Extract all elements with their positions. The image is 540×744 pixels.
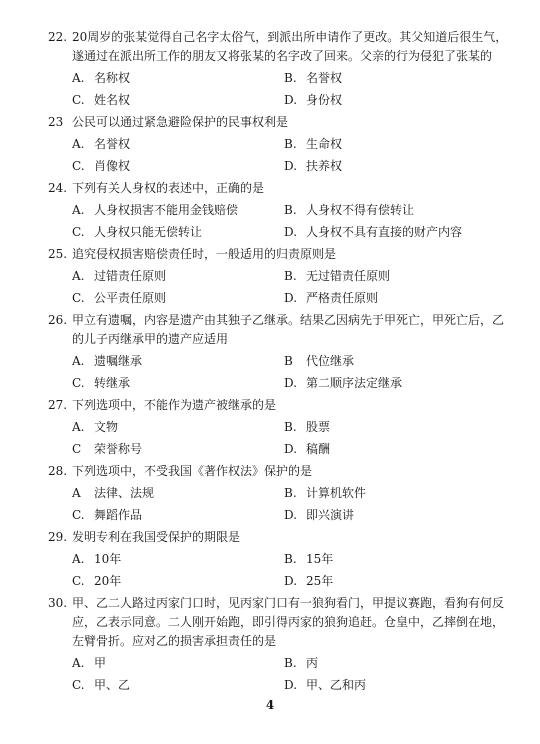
option-letter: B. (284, 137, 297, 151)
option-a[interactable] (72, 484, 284, 502)
option-text: 名誉权 (306, 71, 343, 85)
option-text: 姓名权 (94, 93, 131, 107)
option-text: 20年 (94, 574, 122, 588)
option-text: 身份权 (306, 93, 343, 107)
options (48, 654, 500, 694)
question-stem (48, 245, 500, 264)
option-letter: B. (284, 486, 297, 500)
option-text: 人身权只能无偿转让 (94, 225, 203, 239)
question-stem (48, 528, 500, 547)
page-number: 4 (265, 698, 275, 712)
question-text-line: 甲立有遗嘱，内容是遗产由其独子乙继承。结果乙因病先于甲死亡，甲死亡后，乙 (72, 313, 505, 327)
option-letter: A. (72, 420, 85, 434)
question-stem (48, 594, 505, 613)
question-25 (48, 245, 500, 307)
question-text-line: 的儿子丙继承甲的遗产应适用 (72, 332, 229, 346)
option-a[interactable] (72, 352, 284, 370)
options (48, 484, 500, 524)
option-b[interactable] (284, 201, 484, 219)
option-letter: C. (72, 678, 85, 692)
option-b[interactable] (284, 418, 484, 436)
options (48, 267, 500, 307)
question-number: 29. (48, 530, 68, 544)
option-text: 股票 (306, 420, 331, 434)
question-23 (48, 113, 500, 175)
option-letter: D. (284, 442, 298, 456)
option-text: 转继承 (94, 376, 131, 390)
question-text-line: 发明专利在我国受保护的期限是 (72, 530, 241, 544)
option-letter: A. (72, 552, 85, 566)
question-stem (48, 462, 500, 481)
question-number: 23 (48, 115, 64, 129)
question-stem (48, 179, 500, 198)
option-d[interactable] (284, 223, 484, 241)
option-text: 舞蹈作品 (94, 508, 143, 522)
option-letter: C. (72, 291, 85, 305)
option-b[interactable] (284, 267, 484, 285)
option-text: 名誉权 (94, 137, 131, 151)
question-text-line: 遂通过在派出所工作的朋友又将张某的名字改了回来。父亲的行为侵犯了张某的 (72, 49, 493, 63)
option-letter: C. (72, 376, 85, 390)
option-c[interactable] (72, 572, 284, 590)
option-letter: B (284, 354, 293, 368)
option-a[interactable] (72, 654, 284, 672)
option-b[interactable] (284, 135, 484, 153)
option-c[interactable] (72, 506, 284, 524)
option-d[interactable] (284, 676, 484, 694)
question-text-line: 下列选项中，不受我国《著作权法》保护的是 (72, 464, 313, 478)
option-d[interactable] (284, 572, 484, 590)
option-text: 计算机软件 (306, 486, 367, 500)
option-letter: B. (284, 656, 297, 670)
question-stem (48, 28, 508, 47)
option-text: 生命权 (306, 137, 343, 151)
option-letter: D. (284, 508, 298, 522)
question-number: 28. (48, 464, 68, 478)
option-text: 甲 (94, 656, 107, 670)
option-text: 甲、乙和丙 (306, 678, 367, 692)
option-letter: B. (284, 552, 297, 566)
option-text: 丙 (306, 656, 319, 670)
option-text: 15年 (306, 552, 334, 566)
question-stem (48, 311, 505, 330)
option-letter: C. (72, 159, 85, 173)
option-letter: B. (284, 269, 297, 283)
question-28 (48, 462, 500, 524)
option-text: 10年 (94, 552, 122, 566)
question-30 (48, 594, 505, 694)
option-c[interactable] (72, 91, 284, 109)
question-text-line: 下列选项中，不能作为遗产被继承的是 (72, 398, 277, 412)
option-a[interactable] (72, 201, 284, 219)
option-text: 法律、法规 (94, 486, 155, 500)
option-text: 荣誉称号 (94, 442, 143, 456)
option-letter: D. (284, 376, 298, 390)
question-text-line: 追究侵权损害赔偿责任时，一般适用的归责原则是 (72, 247, 337, 261)
option-text: 代位继承 (306, 354, 355, 368)
question-stem (48, 396, 500, 415)
option-text: 人身权损害不能用金钱赔偿 (94, 203, 239, 217)
option-d[interactable] (284, 289, 484, 307)
option-letter: D. (284, 225, 298, 239)
option-c[interactable] (72, 440, 284, 458)
option-b[interactable] (284, 69, 484, 87)
option-letter: A. (72, 354, 85, 368)
option-text: 扶养权 (306, 159, 343, 173)
option-letter: B. (284, 420, 297, 434)
option-text: 公平责任原则 (94, 291, 167, 305)
option-letter: B. (284, 71, 297, 85)
option-text: 第二顺序法定继承 (306, 376, 403, 390)
question-number: 25. (48, 247, 68, 261)
option-text: 25年 (306, 574, 334, 588)
option-letter: D. (284, 291, 298, 305)
option-a[interactable] (72, 135, 284, 153)
question-26 (48, 311, 505, 392)
question-stem (48, 113, 500, 132)
option-letter: C. (72, 508, 85, 522)
option-letter: A (72, 486, 81, 500)
question-27 (48, 396, 500, 458)
option-d[interactable] (284, 440, 484, 458)
question-22 (48, 28, 508, 109)
option-text: 名称权 (94, 71, 131, 85)
question-number: 24. (48, 181, 68, 195)
question-text-line: 甲、乙二人路过丙家门口时，见丙家门口有一狼狗看门，甲提议赛跑，看狗有何反 (72, 596, 505, 610)
question-number: 30. (48, 596, 68, 610)
option-d[interactable] (284, 157, 484, 175)
options (48, 352, 500, 392)
option-letter: D. (284, 159, 298, 173)
option-text: 过错责任原则 (94, 269, 167, 283)
option-d[interactable] (284, 91, 484, 109)
option-letter: B. (284, 203, 297, 217)
option-text: 人身权不得有偿转让 (306, 203, 415, 217)
option-d[interactable] (284, 374, 484, 392)
option-letter: A. (72, 71, 85, 85)
option-b[interactable] (284, 654, 484, 672)
option-c[interactable] (72, 157, 284, 175)
option-d[interactable] (284, 506, 484, 524)
option-text: 即兴演讲 (306, 508, 355, 522)
option-b[interactable] (284, 484, 484, 502)
option-a[interactable] (72, 550, 284, 568)
option-letter: C (72, 442, 82, 456)
question-text-line: 20周岁的张某觉得自己名字太俗气，到派出所申请作了更改。其父知道后很生气， (72, 30, 508, 44)
option-letter: C. (72, 225, 85, 239)
option-letter: A. (72, 203, 85, 217)
option-text: 稿酬 (306, 442, 331, 456)
option-c[interactable] (72, 289, 284, 307)
options (48, 201, 500, 241)
option-letter: A. (72, 269, 85, 283)
option-text: 甲、乙 (94, 678, 131, 692)
question-text-line: 下列有关人身权的表述中，正确的是 (72, 181, 265, 195)
option-a[interactable] (72, 267, 284, 285)
question-29 (48, 528, 500, 590)
option-c[interactable] (72, 676, 284, 694)
question-number: 27. (48, 398, 68, 412)
options (48, 550, 500, 590)
option-a[interactable] (72, 69, 284, 87)
option-letter: D. (284, 574, 298, 588)
option-letter: C. (72, 574, 85, 588)
option-text: 人身权不具有直接的财产内容 (306, 225, 463, 239)
option-b[interactable] (284, 352, 484, 370)
option-text: 无过错责任原则 (306, 269, 391, 283)
option-b[interactable] (284, 550, 484, 568)
question-number: 22. (48, 30, 68, 44)
option-text: 严格责任原则 (306, 291, 379, 305)
option-c[interactable] (72, 223, 284, 241)
option-letter: D. (284, 93, 298, 107)
question-text-line: 左臂骨折。应对乙的损害承担责任的是 (72, 634, 277, 648)
option-letter: C. (72, 93, 85, 107)
question-24 (48, 179, 500, 241)
option-c[interactable] (72, 374, 284, 392)
option-text: 遗嘱继承 (94, 354, 143, 368)
question-text-line: 应，乙表示同意。二人刚开始跑，即引得丙家的狼狗追赶。仓皇中，乙摔倒在地， (72, 615, 505, 629)
option-letter: A. (72, 137, 85, 151)
option-a[interactable] (72, 418, 284, 436)
options (48, 135, 500, 175)
question-text-line: 公民可以通过紧急避险保护的民事权利是 (72, 115, 289, 129)
option-letter: A. (72, 656, 85, 670)
option-text: 文物 (94, 420, 119, 434)
options (48, 69, 500, 109)
options (48, 418, 500, 458)
option-letter: D. (284, 678, 298, 692)
question-number: 26. (48, 313, 68, 327)
option-text: 肖像权 (94, 159, 131, 173)
